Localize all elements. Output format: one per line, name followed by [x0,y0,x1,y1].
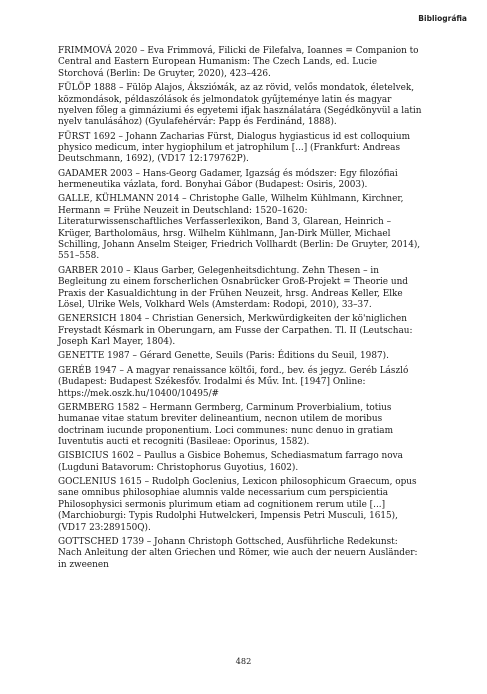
bibliography-entry: GERÉB 1947 – A magyar renaissance költői, ford., bev. és jegyz. Geréb László (Budapest: Budapest Székesfőv. Irodalmi és Műv. Int. [1947] Online: https://mek.oszk.hu/10400/10495/# [58,365,409,399]
bibliography-entry: GARBER 2010 – Klaus Garber, Gelegenheitsdichtung. Zehn Thesen – in Begleitung zu einem forscherlichen Osnabrücker Groß-Projekt = Theorie und Praxis der Kasualdichtung in der Frühen Neuzeit, hrsg. Andreas Keller, Elke Lösel, Ulrike Wels, Volkhard Wels (Amsterdam: Rodopi, 2010), 33–37. [58,265,408,310]
bibliography-entry: GOCLENIUS 1615 – Rudolph Goclenius, Lexicon philosophicum Graecum, opus sane omnibus philosophiae alumnis valde necessarium cum perspicientia Philosophysici sermonis plurimum etiam ad cognitionem rerum utile [...] (Marchioburgi: Typis Rudolphi Hutwelckeri, Impensis Petri Musculi, 1615), (VD17 23:289150Q). [58,477,417,533]
bibliography-entry: GERMBERG 1582 – Hermann Germberg, Carminum Proverbialium, totius humanae vitae statum breviter delineantium, necnon utilem de moribus doctrinam iucunde proponentium. Loci communes: nunc denuo in gratiam Iuventutis aucti et recogniti (Basileae: Oporinus, 1582). [58,402,393,448]
bibliography-entry: GISBICIUS 1602 – Paullus a Gisbice Bohemus, Schediasmatum farrago nova (Lugduni Batavorum: Christophorus Guyotius, 1602). [58,451,403,473]
page-number: 482 [235,656,252,666]
bibliography-entry: FÜLÖP 1888 – Fülöp Alajos, Ákszióмák, az az rövid, velős mondatok, életelvek, közmondások, példaszólások és jelmondatok gyűjteménye latin és magyar nyelven főleg a gimnáziumi és egyetemi ifjak használatára (Segédkönyvül a latin nyelv tanulásához) (Gyulafehérvár: Papp és Ferdinánd, 1888). [58,83,422,128]
running-header: Bibliográfia [418,14,467,23]
bibliography-entry: GENERSICH 1804 – Christian Genersich, Merkwürdigkeiten der kö'niglichen Freystadt Késmark in Oberungarn, am Fusse der Carpathen. Tl. II (Leutschau: Joseph Karl Mayer, 1804). [58,314,413,348]
bibliography-entry: GALLE, KÜHLMANN 2014 – Christophe Galle, Wilhelm Kühlmann, Kirchner, Hermann = Frühe Neuzeit in Deutschland: 1520–1620: Literaturwissenschaftliches Verfasserlexikon, Band 3, Glarean, Heinrich – Krüger, Bartholomäus, hrsg. Wilhelm Kühlmann, Jan-Dirk Müller, Michael Schilling, Johann Anselm Steiger, Friedrich Vollhardt (Berlin: De Gruyter, 2014), 551–558. [58,194,421,262]
bibliography-entry: GADAMER 2003 – Hans-Georg Gadamer, Igazság és módszer: Egy filozófiai hermeneutika vázlata, ford. Bonyhai Gábor (Budapest: Osiris, 2003). [58,168,398,191]
bibliography-entry: FÜRST 1692 – Johann Zacharias Fürst, Dialogus hygiasticus id est colloquium physico medicum, inter hygiophilum et jatrophilum [...] (Frankfurt: Andreas Deutschmann, 1692), (VD17 12:179762P). [58,131,411,165]
bibliography-list [58,46,424,574]
bibliography-entry: GOTTSCHED 1739 – Johann Christoph Gottsched, Ausführliche Redekunst: Nach Anleitung der alten Griechen und Römer, wie auch der neuern Ausländer: in zweenen [58,536,418,570]
bibliography-entry: GENETTE 1987 – Gérard Genette, Seuils (Paris: Éditions du Seuil, 1987). [58,351,389,362]
bibliography-entry: FRIMMOVÁ 2020 – Eva Frimmová, Filicki de Filefalva, Ioannes = Companion to Central and Eastern European Humanism: The Czech Lands, ed. Lucie Storchová (Berlin: De Gruyter, 2020), 423–426. [58,46,419,79]
